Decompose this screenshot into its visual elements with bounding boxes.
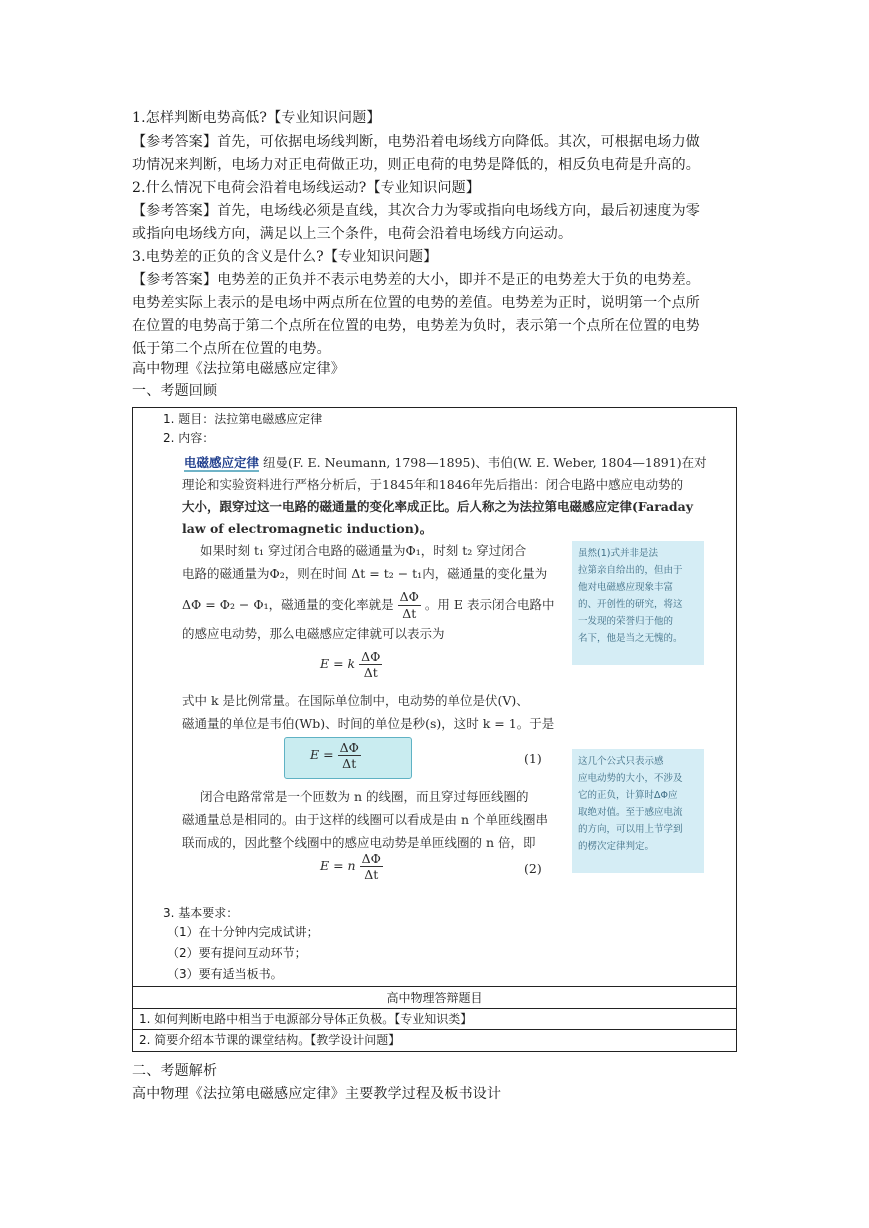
- requirement-item: （3）要有适当板书。: [167, 967, 283, 981]
- defense-header: 高中物理答辩题目: [386, 991, 483, 1005]
- textbook-text: 联而成的，因此整个线圈中的感应电动势是单匝线圈的 n 倍，即: [182, 835, 536, 850]
- textbook-term: 电磁感应定律: [184, 455, 260, 470]
- textbook-text: 的感应电动势，那么电磁感应定律就可以表示为: [182, 626, 445, 641]
- requirements-label: 3. 基本要求：: [163, 906, 239, 920]
- table-divider: [133, 1008, 736, 1009]
- qa-line: 或指向电场线方向，满足以上三个条件，电荷会沿着电场线方向运动。: [132, 226, 573, 242]
- subject-title: 高中物理《法拉第电磁感应定律》: [132, 361, 345, 377]
- table-divider: [133, 1029, 736, 1030]
- requirement-item: （1）在十分钟内完成试讲；: [167, 925, 319, 939]
- textbook-text: 纽曼(F. E. Neumann, 1798—1895)、韦伯(W. E. Weber, 1804—1891)在对: [263, 455, 707, 470]
- qa-line: 【参考答案】首先，可依据电场线判断，电势沿着电场线方向降低。其次，可根据电场力做: [132, 134, 700, 150]
- rate-fraction: $\frac{\Delta\Phi}{\Delta t}$: [399, 589, 419, 621]
- textbook-excerpt-image: [170, 447, 715, 887]
- textbook-text: 大小，跟穿过这一电路的磁通量的变化率成正比。后人称之为法拉第电磁感应定律(Faraday: [182, 499, 693, 514]
- qa-line: 功情况来判断，电场力对正电荷做正功，则正电荷的电势是降低的，相反负电荷是升高的。: [132, 157, 700, 173]
- textbook-text: law of electromagnetic induction)。: [182, 521, 433, 536]
- textbook-text: 磁通量总是相同的。由于这样的线圈可以看成是由 n 个单匝线圈串: [182, 812, 548, 827]
- qa-line: 1.怎样判断电势高低?【专业知识问题】: [132, 110, 381, 126]
- section-heading: 一、考题回顾: [132, 383, 218, 399]
- section-heading: 二、考题解析: [132, 1063, 218, 1079]
- qa-line: 在位置的电势高于第二个点所在位置的电势，电势差为负时，表示第一个点所在位置的电势: [132, 318, 700, 334]
- section-title: 高中物理《法拉第电磁感应定律》主要教学过程及板书设计: [132, 1086, 502, 1102]
- qa-line: 3.电势差的正负的含义是什么?【专业知识问题】: [132, 249, 438, 265]
- textbook-text: ΔΦ = Φ₂ − Φ₁，磁通量的变化率就是: [182, 597, 394, 612]
- qa-line: 【参考答案】首先，电场线必须是直线，其次合力为零或指向电场线方向，最后初速度为零: [132, 203, 700, 219]
- requirement-item: （2）要有提问互动环节；: [167, 946, 307, 960]
- equation-number: (2): [524, 861, 542, 876]
- sidebar-note: 虽然(1)式并非是法 拉第亲自给出的，但由于 他对电磁感应现象丰富 的、开创性的研究，将这 一发现的荣誉归于他的 名下，他是当之无愧的。: [572, 541, 704, 665]
- textbook-text: 电路的磁通量为Φ₂，则在时间 Δt = t₂ − t₁内，磁通量的变化量为: [182, 566, 548, 581]
- equation-number: (1): [524, 751, 542, 766]
- topic-label: 1. 题目：法拉第电磁感应定律: [163, 412, 323, 426]
- textbook-text: 闭合电路常常是一个匝数为 n 的线圈，而且穿过每匝线圈的: [200, 789, 529, 804]
- formula-2: E = n $\frac{\Delta\Phi}{\Delta t}$: [320, 851, 381, 882]
- defense-item: 2. 简要介绍本节课的课堂结构。【教学设计问题】: [139, 1033, 401, 1047]
- formula-k: E = k $\frac{\Delta\Phi}{\Delta t}$: [320, 649, 381, 680]
- qa-line: 电势差实际上表示的是电场中两点所在位置的电势的差值。电势差为正时，说明第一个点所: [132, 295, 700, 311]
- sidebar-note: 这几个公式只表示感 应电动势的大小，不涉及 它的正负，计算时ΔΦ应 取绝对值。至于感应电流 的方向，可以用上节学到 的楞次定律判定。: [572, 749, 704, 873]
- textbook-text: 式中 k 是比例常量。在国际单位制中，电动势的单位是伏(V)、: [182, 693, 529, 708]
- defense-item: 1. 如何判断电路中相当于电源部分导体正负极。【专业知识类】: [139, 1012, 473, 1026]
- textbook-text: 磁通量的单位是韦伯(Wb)、时间的单位是秒(s)，这时 k = 1。于是: [182, 716, 555, 731]
- textbook-text: 理论和实验资料进行严格分析后，于1845年和1846年先后指出：闭合电路中感应电动势的: [182, 477, 684, 492]
- qa-line: 低于第二个点所在位置的电势。: [132, 341, 331, 357]
- qa-line: 【参考答案】电势差的正负并不表示电势差的大小，即并不是正的电势差大于负的电势差。: [132, 272, 700, 288]
- table-divider: [133, 986, 736, 987]
- textbook-text: 如果时刻 t₁ 穿过闭合电路的磁通量为Φ₁，时刻 t₂ 穿过闭合: [200, 543, 527, 558]
- textbook-text: 。用 E 表示闭合电路中: [424, 597, 555, 612]
- qa-line: 2.什么情况下电荷会沿着电场线运动?【专业知识问题】: [132, 180, 481, 196]
- content-label: 2. 内容：: [163, 431, 215, 445]
- formula-1: E = $\frac{\Delta\Phi}{\Delta t}$: [310, 740, 359, 771]
